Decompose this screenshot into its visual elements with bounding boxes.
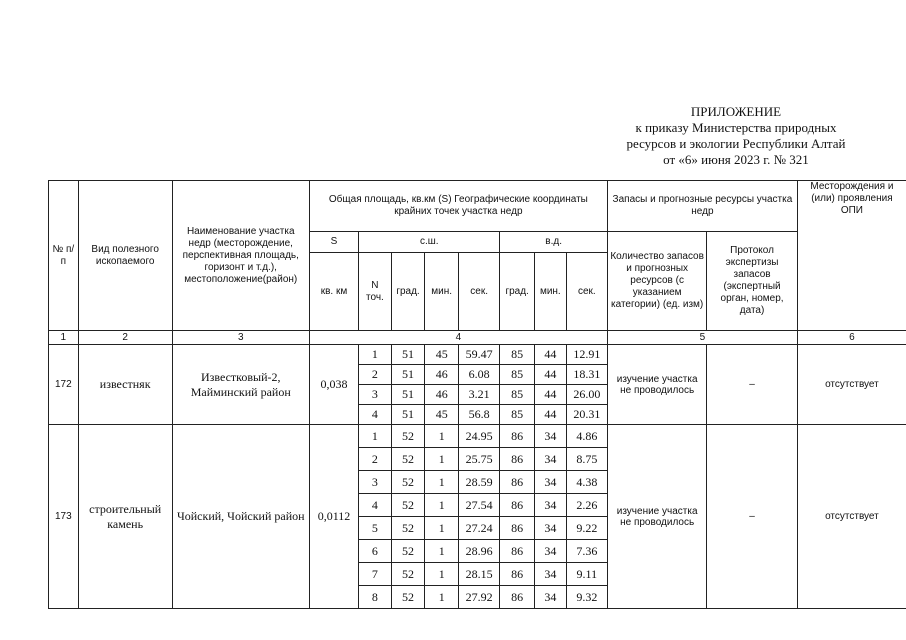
lat-min: 1: [425, 517, 459, 540]
lon-deg: 85: [500, 365, 535, 385]
lon-min: 34: [534, 563, 566, 586]
lat-sec: 27.92: [458, 586, 499, 609]
lat-deg: 52: [391, 586, 425, 609]
mineral-type: строительный камень: [78, 425, 172, 609]
lon-deg: 85: [500, 385, 535, 405]
point-number: 1: [359, 345, 392, 365]
point-number: 4: [359, 494, 392, 517]
col-header-east-longitude: в.д.: [500, 232, 608, 253]
lon-min: 44: [534, 405, 566, 425]
lon-min: 34: [534, 494, 566, 517]
lon-min: 34: [534, 517, 566, 540]
point-number: 1: [359, 425, 392, 448]
lon-deg: 86: [500, 471, 535, 494]
col-header-num: № п/п: [49, 181, 79, 331]
protocol-value: –: [707, 425, 798, 609]
point-number: 6: [359, 540, 392, 563]
lat-min: 45: [425, 345, 459, 365]
col-header-reserves: Запасы и прогнозные ресурсы участка недр: [608, 181, 798, 232]
lon-sec: 8.75: [566, 448, 607, 471]
lon-deg: 86: [500, 425, 535, 448]
col-number-2: 2: [78, 331, 172, 345]
reserves-status: изучение участка не проводилось: [608, 345, 707, 425]
area-value: 0,038: [309, 345, 358, 425]
lon-min: 44: [534, 345, 566, 365]
deposits-value: отсутствует: [797, 345, 906, 425]
lat-sec: 25.75: [458, 448, 499, 471]
lat-sec: 28.59: [458, 471, 499, 494]
lat-min: 46: [425, 365, 459, 385]
col-header-lat-min: мин.: [425, 253, 459, 331]
lat-min: 1: [425, 540, 459, 563]
col-header-sq-km: кв. км: [309, 253, 358, 331]
col-header-lat-sec: сек.: [458, 253, 499, 331]
order-line: к приказу Министерства природных: [635, 120, 837, 135]
lat-min: 1: [425, 471, 459, 494]
lon-sec: 4.86: [566, 425, 607, 448]
lat-deg: 52: [391, 471, 425, 494]
col-number-6: 6: [797, 331, 906, 345]
order-date-line: от «6» июня 2023 г. № 321: [663, 152, 809, 167]
deposits-value: отсутствует: [797, 425, 906, 609]
col-header-lon-min: мин.: [534, 253, 566, 331]
col-header-point-number: N точ.: [359, 253, 392, 331]
lat-deg: 51: [391, 365, 425, 385]
lat-min: 1: [425, 586, 459, 609]
col-header-lat-deg: град.: [391, 253, 425, 331]
coordinate-row: [49, 345, 906, 365]
lat-deg: 52: [391, 448, 425, 471]
lat-deg: 52: [391, 563, 425, 586]
lon-min: 34: [534, 425, 566, 448]
appendix-title: ПРИЛОЖЕНИЕ: [690, 104, 782, 119]
lon-sec: 2.26: [566, 494, 607, 517]
lat-min: 1: [425, 563, 459, 586]
col-header-deposits: Месторождения и (или) проявления ОПИ: [797, 181, 906, 331]
lat-deg: 52: [391, 425, 425, 448]
lat-deg: 52: [391, 494, 425, 517]
site-num: 173: [49, 425, 79, 609]
site-num: 172: [49, 345, 79, 425]
lon-sec: 7.36: [566, 540, 607, 563]
lat-deg: 52: [391, 540, 425, 563]
lat-sec: 27.24: [458, 517, 499, 540]
lat-sec: 27.54: [458, 494, 499, 517]
protocol-value: –: [707, 345, 798, 425]
lon-sec: 26.00: [566, 385, 607, 405]
point-number: 5: [359, 517, 392, 540]
col-number-5: 5: [608, 331, 798, 345]
lon-sec: 12.91: [566, 345, 607, 365]
lon-sec: 9.32: [566, 586, 607, 609]
lat-min: 1: [425, 448, 459, 471]
col-header-mineral: Вид полезного ископаемого: [78, 181, 172, 331]
lat-sec: 6.08: [458, 365, 499, 385]
lat-sec: 28.96: [458, 540, 499, 563]
col-header-reserves-amount: Количество запасов и прогнозных ресурсов (с указанием категории) (ед. изм): [608, 232, 707, 331]
lon-sec: 20.31: [566, 405, 607, 425]
lat-min: 1: [425, 494, 459, 517]
site-name: Известковый-2, Майминский район: [172, 345, 309, 425]
lon-deg: 86: [500, 494, 535, 517]
point-number: 7: [359, 563, 392, 586]
lat-sec: 56.8: [458, 405, 499, 425]
lat-deg: 52: [391, 517, 425, 540]
col-header-lon-sec: сек.: [566, 253, 607, 331]
lon-deg: 85: [500, 405, 535, 425]
lat-min: 45: [425, 405, 459, 425]
lat-min: 46: [425, 385, 459, 405]
lat-deg: 51: [391, 385, 425, 405]
lon-min: 34: [534, 471, 566, 494]
point-number: 3: [359, 471, 392, 494]
document-header: [616, 104, 856, 168]
lon-sec: 9.11: [566, 563, 607, 586]
col-number-4: 4: [309, 331, 607, 345]
lon-deg: 86: [500, 517, 535, 540]
lon-deg: 86: [500, 586, 535, 609]
lon-sec: 18.31: [566, 365, 607, 385]
lon-min: 34: [534, 540, 566, 563]
col-header-north-latitude: с.ш.: [359, 232, 500, 253]
point-number: 8: [359, 586, 392, 609]
lon-min: 34: [534, 448, 566, 471]
col-header-site-name: Наименование участка недр (месторождение, перспективная площадь, горизонт и т.д.), местоположение(район): [172, 181, 309, 331]
coordinate-row: [49, 425, 906, 448]
col-number-3: 3: [172, 331, 309, 345]
lon-sec: 4.38: [566, 471, 607, 494]
lat-sec: 24.95: [458, 425, 499, 448]
point-number: 2: [359, 448, 392, 471]
mineral-type: известняк: [78, 345, 172, 425]
subsoil-sites-table: [48, 180, 906, 609]
col-header-protocol: Протокол экспертизы запасов (экспертный орган, номер, дата): [707, 232, 798, 331]
col-header-area-coords: Общая площадь, кв.км (S) Географические координаты крайних точек участка недр: [309, 181, 607, 232]
lat-sec: 59.47: [458, 345, 499, 365]
ministry-line: ресурсов и экологии Республики Алтай: [626, 136, 846, 151]
lon-deg: 86: [500, 448, 535, 471]
lat-sec: 3.21: [458, 385, 499, 405]
lon-min: 34: [534, 586, 566, 609]
col-header-s: S: [309, 232, 358, 253]
lon-min: 44: [534, 385, 566, 405]
point-number: 2: [359, 365, 392, 385]
area-value: 0,0112: [309, 425, 358, 609]
lat-deg: 51: [391, 345, 425, 365]
col-header-lon-deg: град.: [500, 253, 535, 331]
reserves-status: изучение участка не проводилось: [608, 425, 707, 609]
col-number-1: 1: [49, 331, 79, 345]
lon-sec: 9.22: [566, 517, 607, 540]
lon-deg: 85: [500, 345, 535, 365]
lon-deg: 86: [500, 540, 535, 563]
point-number: 3: [359, 385, 392, 405]
lat-min: 1: [425, 425, 459, 448]
table-body: [49, 345, 906, 609]
site-name: Чойский, Чойский район: [172, 425, 309, 609]
lat-sec: 28.15: [458, 563, 499, 586]
lat-deg: 51: [391, 405, 425, 425]
point-number: 4: [359, 405, 392, 425]
lon-deg: 86: [500, 563, 535, 586]
lon-min: 44: [534, 365, 566, 385]
